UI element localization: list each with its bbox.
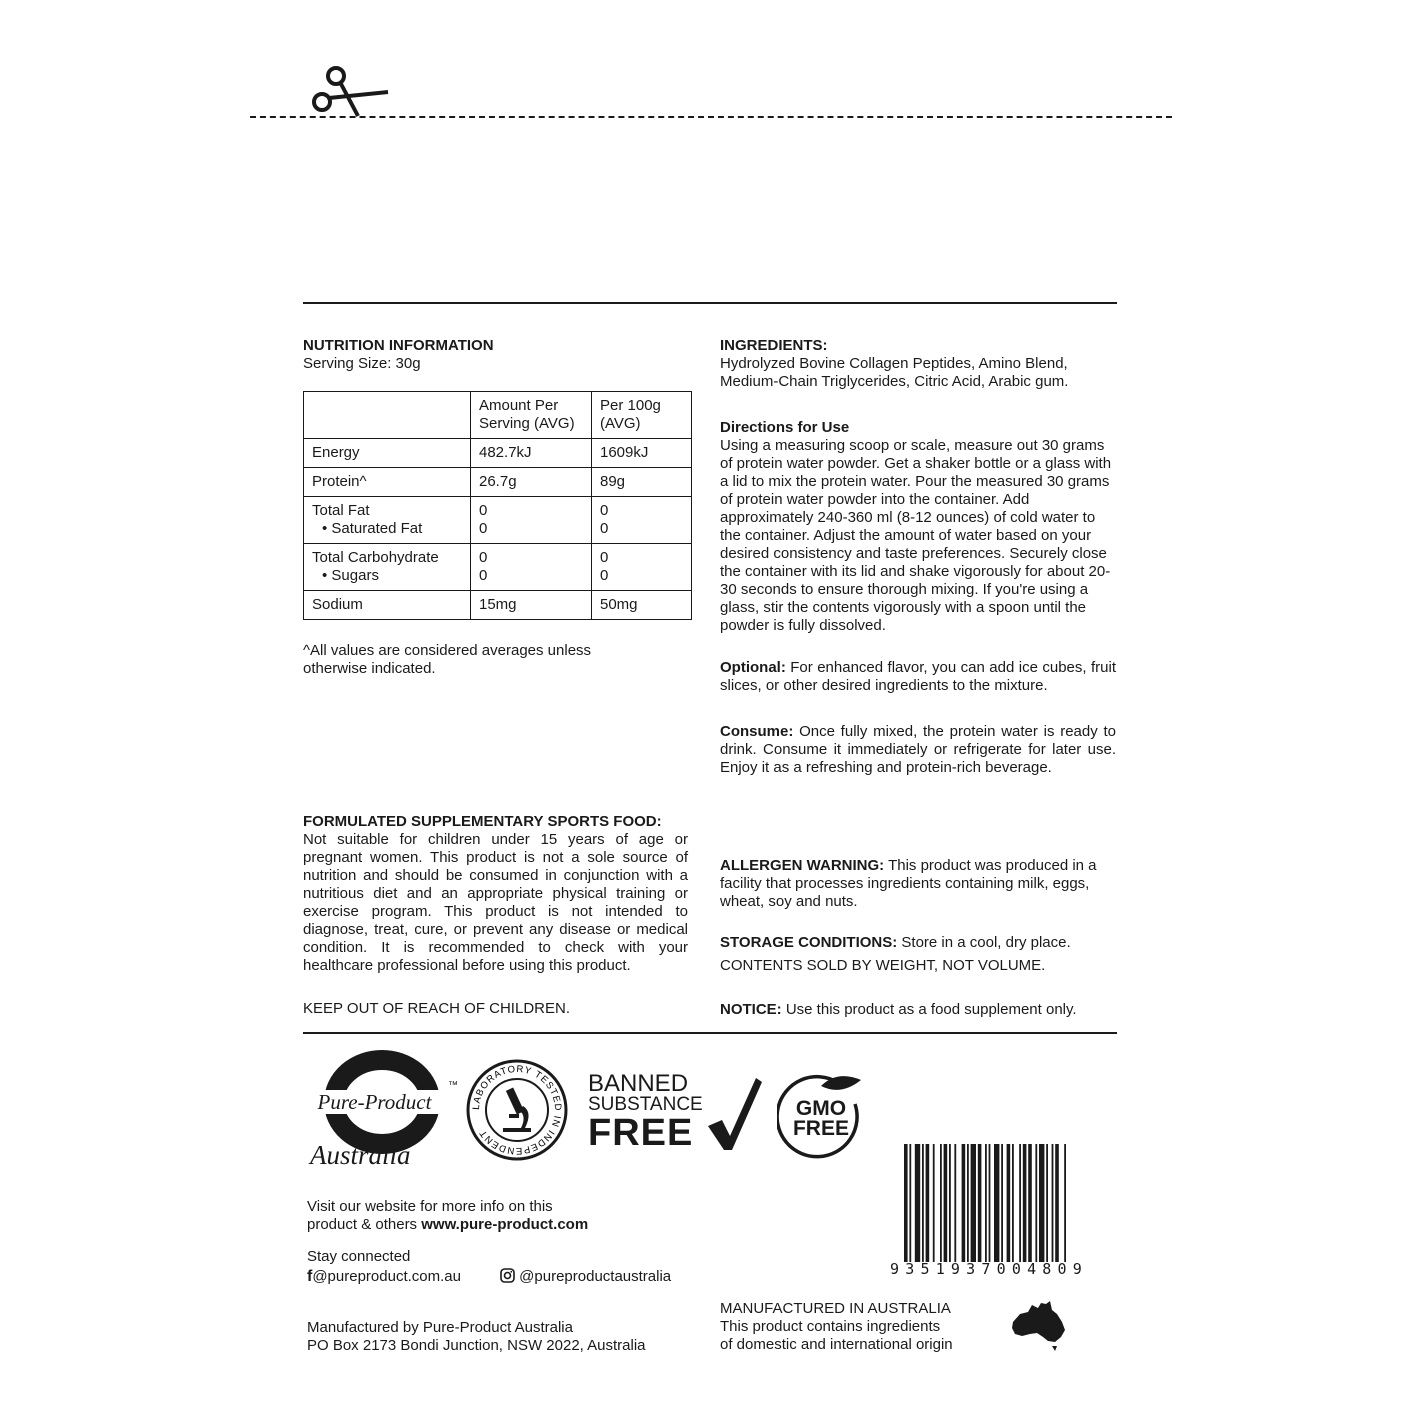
barcode-bar: [1035, 1144, 1037, 1262]
barcode-bar: [1012, 1144, 1014, 1262]
barcode-bar: [1064, 1144, 1066, 1262]
barcode-bar: [940, 1144, 942, 1262]
row-serving: 26.7g: [471, 468, 592, 497]
col-serving-line2: Serving (AVG): [479, 415, 575, 432]
row-serving: 15mg: [471, 591, 592, 620]
barcode-bar: [967, 1144, 969, 1262]
table-row: [304, 439, 692, 468]
banned-line3: FREE: [588, 1112, 694, 1154]
table-row: [304, 591, 692, 620]
consume-paragraph: [720, 723, 1116, 777]
barcode-bar: [1052, 1144, 1054, 1262]
microscope-icon: [503, 1088, 531, 1132]
barcode-bar: [954, 1144, 956, 1262]
table-header-row: [304, 392, 692, 439]
barcode-bar: [978, 1144, 982, 1262]
row-per100: 50mg: [592, 591, 692, 620]
ingredients-text: Hydrolyzed Bovine Collagen Peptides, Amino Blend, Medium-Chain Triglycerides, Citric Acid, Arabic gum.: [720, 355, 1069, 390]
notice-text: Use this product as a food supplement only.: [781, 1001, 1077, 1018]
stay-connected-heading: Stay connected: [307, 1248, 411, 1265]
cut-line: [250, 116, 1172, 118]
row-serving-sub: 0: [479, 520, 488, 537]
nutrition-table: [303, 391, 692, 620]
barcode-bar: [922, 1144, 924, 1262]
gmo-free-badge: [777, 1074, 865, 1162]
brand-name-line1: Pure-Product: [302, 1090, 447, 1114]
row-per100: 0: [600, 502, 609, 519]
checkmark-icon: [706, 1076, 762, 1152]
barcode-bar: [933, 1144, 935, 1262]
table-row: [304, 468, 692, 497]
allergen-label: ALLERGEN WARNING:: [720, 857, 885, 874]
storage-label: STORAGE CONDITIONS:: [720, 934, 898, 951]
facebook-handle[interactable]: [307, 1268, 461, 1286]
barcode-bar: [949, 1144, 951, 1262]
barcode-bar: [971, 1144, 976, 1262]
row-per100: 1609kJ: [592, 439, 692, 468]
barcode-bar: [985, 1144, 987, 1262]
row-label: Protein^: [304, 468, 471, 497]
notice: [720, 1001, 1077, 1019]
serving-size: Serving Size: 30g: [303, 355, 421, 372]
facebook-icon: f: [307, 1268, 313, 1285]
col-serving-line1: Amount Per: [479, 397, 559, 414]
lab-ring-text: LABORATORY TESTED IN INDEPENDENT: [470, 1063, 564, 1157]
barcode: [902, 1144, 1110, 1262]
barcode-bar: [915, 1144, 920, 1262]
barcode-bar: [1046, 1144, 1048, 1262]
table-row: [304, 544, 692, 591]
row-per100: 0: [600, 549, 609, 566]
barcode-bar: [989, 1144, 991, 1262]
website-prefix: product & others: [307, 1216, 422, 1233]
gmo-line2: FREE: [792, 1117, 849, 1140]
gmo-line1: GMO: [795, 1097, 847, 1120]
nutrition-heading: NUTRITION INFORMATION: [303, 337, 494, 354]
barcode-bar: [1055, 1144, 1059, 1262]
origin-line3: of domestic and international origin: [720, 1336, 953, 1353]
barcode-bar: [1019, 1144, 1021, 1262]
row-label: Total Carbohydrate: [312, 549, 439, 566]
row-serving: 0: [479, 502, 488, 519]
barcode-bar: [1028, 1144, 1032, 1262]
row-per100: 89g: [592, 468, 692, 497]
lab-tested-badge: [465, 1058, 569, 1162]
facebook-text: @pureproduct.com.au: [312, 1268, 461, 1285]
optional-text: For enhanced flavor, you can add ice cubes, fruit slices, or other desired ingredients to the mixture.: [720, 659, 1116, 694]
consume-text: Once fully mixed, the protein water is ready to drink. Consume it immediately or refrigerate for later use. Enjoy it as a refreshing and protein-rich beverage.: [720, 723, 1116, 776]
keep-out-notice: KEEP OUT OF REACH OF CHILDREN.: [303, 1000, 570, 1017]
origin-line1: MANUFACTURED IN AUSTRALIA: [720, 1300, 951, 1317]
table-row: [304, 497, 692, 544]
directions-heading: Directions for Use: [720, 419, 850, 436]
row-label: Sodium: [304, 591, 471, 620]
brand-tm: ™: [448, 1080, 458, 1091]
ingredients-heading: INGREDIENTS:: [720, 337, 828, 354]
row-serving: 482.7kJ: [471, 439, 592, 468]
directions-text: Using a measuring scoop or scale, measure out 30 grams of protein water powder. Get a shaker bottle or a glass with a lid to mix the protein water. Pour the measured 30 grams of protein water powder into the container. Add approximately 240-360 ml (8-12 ounces) of cold water to the container. Adjust the amount of water based on your desired consistency and taste preferences. Securely close the container with its lid and shake vigorously for about 20-30 seconds to ensure thorough mixing. If you're using a glass, stir the contents vigorously with a spoon until the powder is fully dissolved.: [720, 437, 1112, 634]
contents-notice: CONTENTS SOLD BY WEIGHT, NOT VOLUME.: [720, 957, 1046, 974]
instagram-icon: [500, 1268, 515, 1283]
optional-paragraph: [720, 659, 1116, 695]
barcode-number: 9351937004809: [890, 1260, 1088, 1278]
barcode-bar: [994, 1144, 999, 1262]
barcode-bar: [944, 1144, 948, 1262]
row-sublabel: • Sugars: [322, 567, 379, 584]
allergen-warning: [720, 857, 1112, 911]
website-line2: [307, 1216, 588, 1234]
col-100g-line2: (AVG): [600, 415, 641, 432]
barcode-bar: [962, 1144, 966, 1262]
row-sublabel: • Saturated Fat: [322, 520, 423, 537]
row-serving: 0: [479, 549, 488, 566]
row-label: Energy: [304, 439, 471, 468]
barcode-bar: [926, 1144, 930, 1262]
row-serving-sub: 0: [479, 567, 488, 584]
storage-text: Store in a cool, dry place.: [897, 934, 1071, 951]
formulated-text: Not suitable for children under 15 years of age or pregnant women. This product is not a sole source of nutrition and should be consumed in conjunction with a nutritious diet and an appropriate physical training or exercise program. This product is not intended to diagnose, treat, cure, or prevent any disease or medical condition. It is recommended to check with your healthcare professional before using this product.: [303, 831, 688, 974]
barcode-bar: [1039, 1144, 1044, 1262]
barcode-bar: [1007, 1144, 1011, 1262]
website-url[interactable]: www.pure-product.com: [421, 1216, 589, 1233]
consume-label: Consume:: [720, 723, 794, 740]
barcode-bar: [909, 1144, 911, 1262]
col-100g-line1: Per 100g: [600, 397, 661, 414]
notice-label: NOTICE:: [720, 1001, 782, 1018]
scissors-icon: [308, 62, 394, 120]
instagram-handle[interactable]: [500, 1268, 671, 1286]
brand-logo: [302, 1050, 462, 1170]
top-divider: [303, 302, 1117, 304]
row-per100-sub: 0: [600, 567, 609, 584]
row-label: Total Fat: [312, 502, 370, 519]
optional-label: Optional:: [720, 659, 786, 676]
row-per100-sub: 0: [600, 520, 609, 537]
barcode-bar: [904, 1144, 908, 1262]
brand-name-line2: Australia: [310, 1140, 411, 1170]
allergen-text: This product was produced in a facility that processes ingredients containing milk, eggs, wheat, soy and nuts.: [720, 857, 1097, 910]
origin-line2: This product contains ingredients: [720, 1318, 941, 1335]
banned-line2: SUBSTANCE: [588, 1094, 703, 1115]
australia-map-icon: [1010, 1300, 1068, 1352]
banned-line1: BANNED: [588, 1070, 689, 1097]
website-line1: Visit our website for more info on this: [307, 1198, 553, 1215]
bottom-divider: [303, 1032, 1117, 1034]
formulated-heading: FORMULATED SUPPLEMENTARY SPORTS FOOD:: [303, 813, 662, 830]
storage-conditions: [720, 934, 1071, 952]
nutrition-footnote: ^All values are considered averages unless otherwise indicated.: [303, 642, 592, 677]
banned-substance-badge: [588, 1072, 763, 1152]
manufacturer-line1: Manufactured by Pure-Product Australia: [307, 1319, 573, 1336]
instagram-text: @pureproductaustralia: [519, 1268, 672, 1285]
barcode-bar: [1023, 1144, 1027, 1262]
barcode-bar: [1001, 1144, 1003, 1262]
manufacturer-line2: PO Box 2173 Bondi Junction, NSW 2022, Australia: [307, 1337, 646, 1354]
